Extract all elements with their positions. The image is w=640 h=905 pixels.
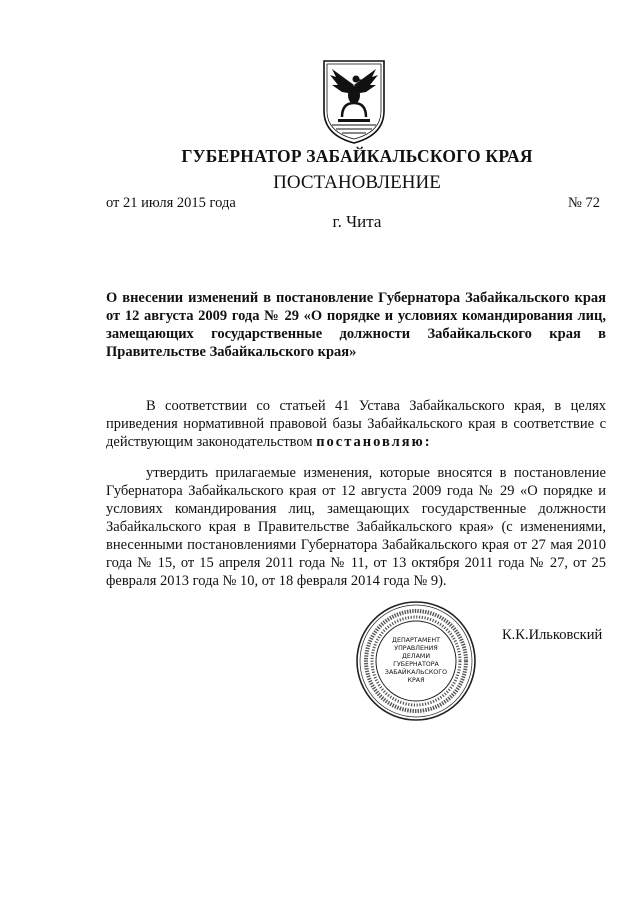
stamp-line-6: КРАЯ — [407, 677, 425, 684]
resolve-word: постановляю: — [316, 434, 432, 450]
document-type: ПОСТАНОВЛЕНИЕ — [273, 172, 441, 193]
stamp-line-4: ГУБЕРНАТОРА — [393, 661, 439, 668]
preamble-text: В соответствии со статьей 41 Устава Забайкальского края, в целях приведения нормативной правовой базы Забайкальского края в соответствие с действующим законодательством — [106, 398, 606, 450]
decree-text: утвердить прилагаемые изменения, которые вносятся в постановление Губернатора Забайкальского края от 12 августа 2009 года № 29 «О порядке и условиях командирования лиц, замещающих государственные должности Забайкальского края в Правительстве Забайкальского края» (с изменениями, внесенными постановлениями Губернатора Забайкальского края от 27 мая 2010 года № 15, от 15 апреля 2011 года № 11, от 13 октября 2011 года № 27, от 25 февраля 2013 года № 10, от 18 февраля 2014 года № 9). — [106, 465, 606, 589]
stamp-line-1: ДЕПАРТАМЕНТ — [392, 637, 440, 644]
stamp-line-3: ДЕЛАМИ — [401, 653, 431, 660]
document-date: от 21 июля 2015 года — [106, 195, 236, 211]
signatory-name: К.К.Ильковский — [502, 627, 603, 643]
coat-of-arms-icon — [318, 55, 390, 147]
preamble-paragraph — [106, 397, 606, 451]
stamp-line-2: УПРАВЛЕНИЯ — [394, 645, 438, 652]
document-subject: О внесении изменений в постановление Губернатора Забайкальского края от 12 августа 2009 года № 29 «О порядке и условиях командирования лиц, замещающих государственные должности Забайкальского края в Правительстве Забайкальского края» — [106, 290, 606, 360]
decree-paragraph — [106, 464, 606, 590]
document-number: № 72 — [568, 195, 600, 211]
official-seal-stamp — [355, 600, 477, 722]
stamp-line-5: ЗАБАЙКАЛЬСКОГО — [384, 669, 448, 676]
issuing-authority-title: ГУБЕРНАТОР ЗАБАЙКАЛЬСКОГО КРАЯ — [181, 146, 533, 166]
city-name: г. Чита — [332, 212, 382, 231]
